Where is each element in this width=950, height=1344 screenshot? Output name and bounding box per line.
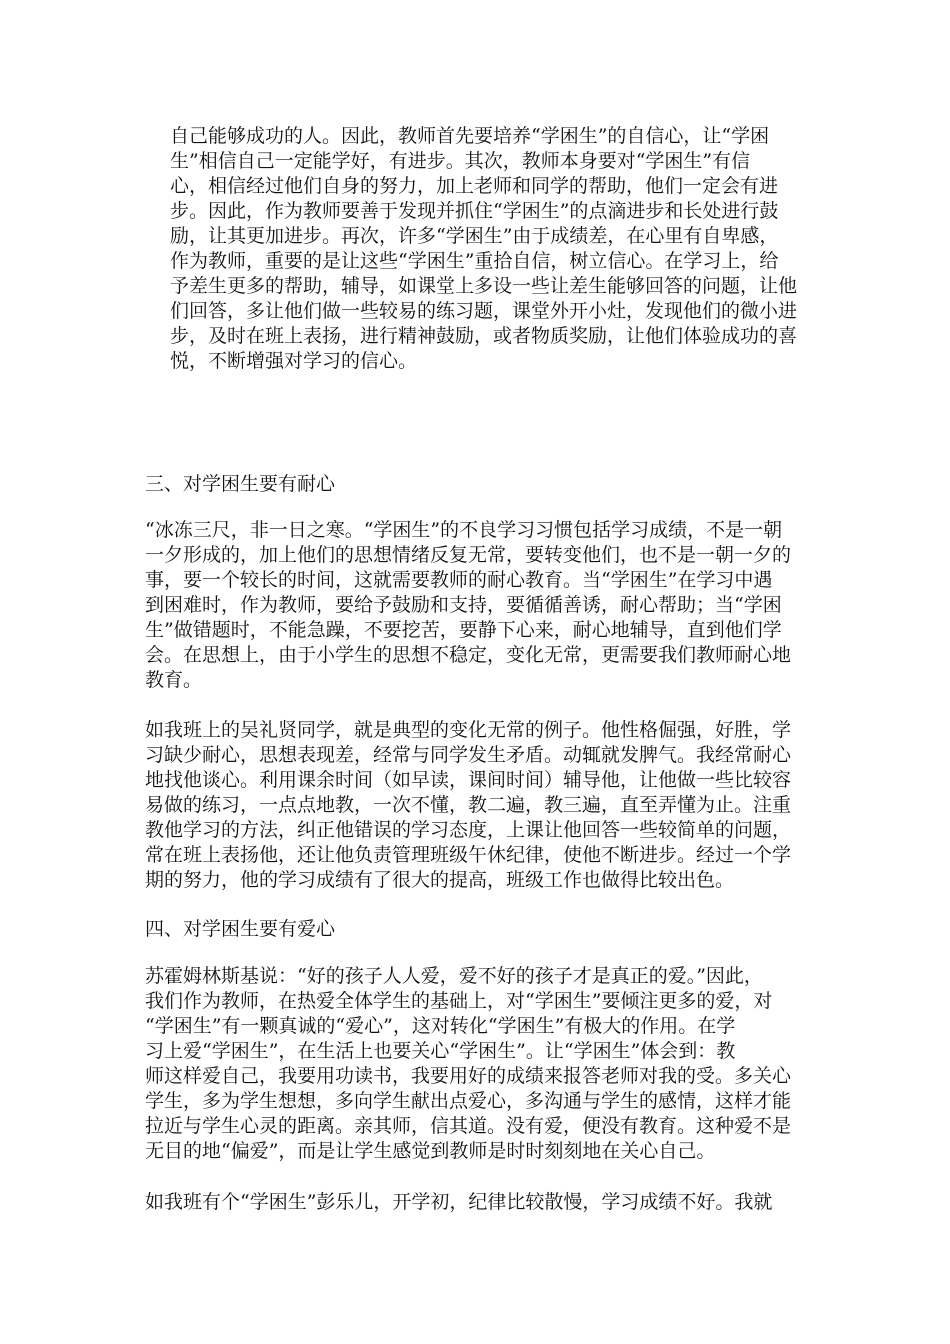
text-line: 生”相信自己一定能学好，有进步。其次，教师本身要对“学困生”有信: [170, 150, 751, 172]
text-line: 苏霍姆林斯基说：“好的孩子人人爱，爱不好的孩子才是真正的爱。”因此，: [145, 965, 763, 987]
text-line: 生”做错题时，不能急躁，不要挖苦，要静下心来，耐心地辅导，直到他们学: [145, 619, 782, 641]
text-line: 地找他谈心。利用课余时间（如早读，课间时间）辅导他，让他做一些比较容: [145, 769, 792, 791]
text-line: 心，相信经过他们自身的努力，加上老师和同学的帮助，他们一定会有进: [170, 175, 779, 197]
text-line: 自己能够成功的人。因此，教师首先要培养“学困生”的自信心，让“学困: [170, 125, 770, 147]
paragraph: [145, 1190, 772, 1215]
text-line: 常在班上表扬他，还让他负责管理班级午休纪律，使他不断进步。经过一个学: [145, 844, 792, 866]
section-heading: 三、对学困生要有耐心: [145, 473, 336, 495]
text-line: 如我班有个“学困生”彭乐儿，开学初，纪律比较散慢，学习成绩不好。我就: [145, 1191, 773, 1213]
text-line: “冰冻三尺，非一日之寒。“学困生”的不良学习习惯包括学习成绩，不是一朝: [145, 519, 783, 541]
section-heading: 四、对学困生要有爱心: [145, 918, 336, 940]
text-line: 步。因此，作为教师要善于发现并抓住“学困生”的点滴进步和长处进行鼓: [170, 200, 779, 222]
text-line: 励，让其更加进步。再次，许多“学困生”由于成绩差，在心里有自卑感，: [170, 225, 779, 247]
text-line: 我们作为教师，在热爱全体学生的基础上，对“学困生”要倾注更多的爱，对: [145, 990, 773, 1012]
text-line: 期的努力，他的学习成绩有了很大的提高，班级工作也做得比较出色。: [145, 869, 735, 891]
text-line: 习缺少耐心，思想表现差，经常与同学发生矛盾。动辄就发脾气。我经常耐心: [145, 744, 792, 766]
text-line: 教他学习的方法，纠正他错误的学习态度，上课让他回答一些较简单的问题，: [145, 819, 792, 841]
text-line: “学困生”有一颗真诚的“爱心”，这对转化“学困生”有极大的作用。在学: [145, 1015, 736, 1037]
text-line: 作为教师，重要的是让这些“学困生”重拾自信，树立信心。在学习上，给: [170, 250, 779, 272]
text-line: 们回答，多让他们做一些较易的练习题，课堂外开小灶，发现他们的微小进: [170, 300, 798, 322]
text-line: 一夕形成的，加上他们的思想情绪反复无常，要转变他们，也不是一朝一夕的: [145, 544, 792, 566]
text-line: 师这样爱自己，我要用功读书，我要用好的成绩来报答老师对我的受。多关心: [145, 1065, 792, 1087]
text-line: 学生，多为学生想想，多向学生献出点爱心，多沟通与学生的感情，这样才能: [145, 1090, 792, 1112]
text-line: 如我班上的吴礼贤同学，就是典型的变化无常的例子。他性格倔强，好胜，学: [145, 719, 792, 741]
text-line: 无目的地“偏爱”，而是让学生感觉到教师是时时刻刻地在关心自己。: [145, 1140, 716, 1162]
paragraph: [145, 518, 791, 693]
text-line: 习上爱“学困生”，在生活上也要关心“学困生”。让“学困生”体会到：教: [145, 1040, 736, 1062]
text-line: 易做的练习，一点点地教，一次不懂，教二遍，教三遍，直至弄懂为止。注重: [145, 794, 792, 816]
paragraph: [145, 718, 791, 893]
text-line: 予差生更多的帮助，辅导，如课堂上多设一些让差生能够回答的问题，让他: [170, 275, 798, 297]
paragraph-intro: [170, 124, 797, 374]
text-line: 到困难时，作为教师，要给予鼓励和支持，要循循善诱，耐心帮助；当“学困: [145, 594, 782, 616]
text-line: 步，及时在班上表扬，进行精神鼓励，或者物质奖励，让他们体验成功的喜: [170, 325, 798, 347]
text-line: 会。在思想上，由于小学生的思想不稳定，变化无常，更需要我们教师耐心地: [145, 644, 792, 666]
text-line: 拉近与学生心灵的距离。亲其师，信其道。没有爱，便没有教育。这种爱不是: [145, 1115, 792, 1137]
paragraph: [145, 964, 791, 1164]
text-line: 教育。: [145, 669, 203, 691]
text-line: 悦，不断增强对学习的信心。: [170, 350, 418, 372]
text-line: 事，要一个较长的时间，这就需要教师的耐心教育。当“学困生”在学习中遇: [145, 569, 773, 591]
